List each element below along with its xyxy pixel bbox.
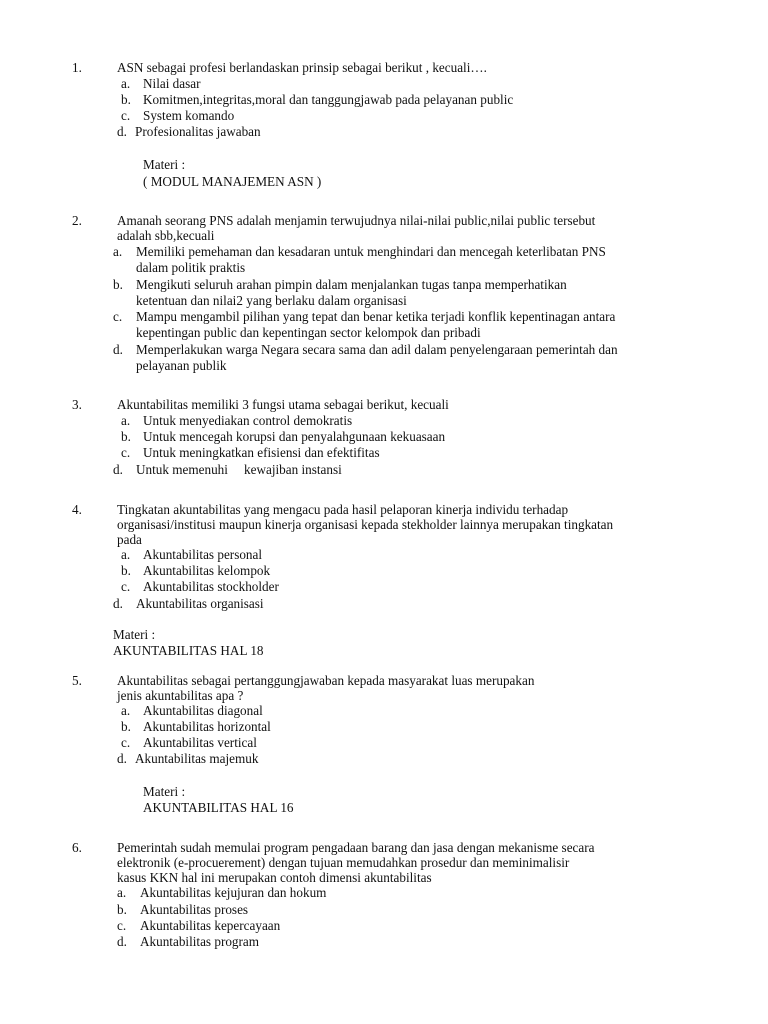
q4-opt-b: Akuntabilitas kelompok xyxy=(143,563,271,578)
q1-opt-c: System komando xyxy=(143,108,235,123)
q2-opt-d-label: d. xyxy=(113,342,123,357)
q3-opt-a: Untuk menyediakan control demokratis xyxy=(143,413,353,428)
q2-opt-c-line1: Mampu mengambil pilihan yang tepat dan benar ketika terjadi konflik kepentinagan antara xyxy=(136,309,616,324)
q5-opt-d-label: d. xyxy=(117,751,127,766)
q2-opt-b-line2: ketentuan dan nilai2 yang berlaku dalam organisasi xyxy=(136,293,407,308)
q4-text-line2: organisasi/institusi maupun kinerja organisasi kepada stekholder lainnya merupakan tingkatan xyxy=(117,517,614,532)
q4-text-line1: Tingkatan akuntabilitas yang mengacu pada hasil pelaporan kinerja individu terhadap xyxy=(117,502,569,517)
q3-opt-a-label: a. xyxy=(121,413,131,428)
q5-opt-b: Akuntabilitas horizontal xyxy=(143,719,271,734)
q6-opt-d: Akuntabilitas program xyxy=(140,934,260,949)
q5-opt-a: Akuntabilitas diagonal xyxy=(143,703,263,718)
q3-text: Akuntabilitas memiliki 3 fungsi utama sebagai berikut, kecuali xyxy=(117,397,449,412)
q6-opt-c-label: c. xyxy=(117,918,127,933)
q1-opt-b: Komitmen,integritas,moral dan tanggungjawab pada pelayanan public xyxy=(143,92,514,107)
q2-opt-d-line1: Memperlakukan warga Negara secara sama dan adil dalam penyelengaraan pemerintah dan xyxy=(136,342,618,357)
q3-opt-b: Untuk mencegah korupsi dan penyalahgunaan kekuasaan xyxy=(143,429,446,444)
q4-opt-c: Akuntabilitas stockholder xyxy=(143,579,279,594)
q5-text-line1: Akuntabilitas sebagai pertanggungjawaban kepada masyarakat luas merupakan xyxy=(117,673,535,688)
q1-opt-b-label: b. xyxy=(121,92,131,107)
q2-text-line1: Amanah seorang PNS adalah menjamin terwujudnya nilai-nilai public,nilai public tersebut xyxy=(117,213,596,228)
q2-opt-a-line2: dalam politik praktis xyxy=(136,260,246,275)
q1-materi: ( MODUL MANAJEMEN ASN ) xyxy=(143,174,322,189)
q5-number: 5. xyxy=(72,673,82,688)
q6-text-line1: Pemerintah sudah memulai program pengadaan barang dan jasa dengan mekanisme secara xyxy=(117,840,595,855)
q1-opt-a: Nilai dasar xyxy=(143,76,201,91)
q3-opt-d-part1: Untuk memenuhi xyxy=(136,462,228,477)
q6-opt-b: Akuntabilitas proses xyxy=(140,902,249,917)
q3-number: 3. xyxy=(72,397,82,412)
q2-opt-a-line1: Memiliki pemehaman dan kesadaran untuk menghindari dan mencegah keterlibatan PNS xyxy=(136,244,606,259)
q6-opt-c: Akuntabilitas kepercayaan xyxy=(140,918,281,933)
q5-opt-b-label: b. xyxy=(121,719,131,734)
q2-opt-c-label: c. xyxy=(113,309,123,324)
q3-opt-c: Untuk meningkatkan efisiensi dan efektifitas xyxy=(143,445,380,460)
q6-text-line2: elektronik (e-procuerement) dengan tujuan memudahkan prosedur dan meminimalisir xyxy=(117,855,570,870)
q6-opt-b-label: b. xyxy=(117,902,127,917)
q4-materi-label: Materi : xyxy=(113,627,156,642)
q4-opt-d-label: d. xyxy=(113,596,123,611)
q2-opt-b-label: b. xyxy=(113,277,123,292)
q5-text-line2: jenis akuntabilitas apa ? xyxy=(117,688,244,703)
q6-opt-d-label: d. xyxy=(117,934,127,949)
q5-materi-label: Materi : xyxy=(143,784,186,799)
q2-opt-d-line2: pelayanan publik xyxy=(136,358,227,373)
q1-opt-a-label: a. xyxy=(121,76,131,91)
q4-opt-d: Akuntabilitas organisasi xyxy=(136,596,264,611)
q2-opt-b-line1: Mengikuti seluruh arahan pimpin dalam menjalankan tugas tanpa memperhatikan xyxy=(136,277,567,292)
q5-opt-c: Akuntabilitas vertical xyxy=(143,735,257,750)
q3-opt-d-label: d. xyxy=(113,462,123,477)
q1-number: 1. xyxy=(72,60,82,75)
q1-text: ASN sebagai profesi berlandaskan prinsip sebagai berikut , kecuali…. xyxy=(117,60,487,75)
q1-opt-d: Profesionalitas jawaban xyxy=(135,124,261,139)
q4-opt-c-label: c. xyxy=(121,579,131,594)
q5-opt-a-label: a. xyxy=(121,703,131,718)
q4-opt-a-label: a. xyxy=(121,547,131,562)
q1-opt-d-label: d. xyxy=(117,124,127,139)
q6-opt-a: Akuntabilitas kejujuran dan hokum xyxy=(140,885,327,900)
q5-opt-d: Akuntabilitas majemuk xyxy=(135,751,259,766)
q5-opt-c-label: c. xyxy=(121,735,131,750)
q5-materi: AKUNTABILITAS HAL 16 xyxy=(143,800,294,815)
q6-number: 6. xyxy=(72,840,82,855)
q4-materi: AKUNTABILITAS HAL 18 xyxy=(113,643,264,658)
q3-opt-b-label: b. xyxy=(121,429,131,444)
q2-opt-a-label: a. xyxy=(113,244,123,259)
q3-opt-c-label: c. xyxy=(121,445,131,460)
q1-opt-c-label: c. xyxy=(121,108,131,123)
q6-text-line3: kasus KKN hal ini merupakan contoh dimensi akuntabilitas xyxy=(117,870,432,885)
q2-number: 2. xyxy=(72,213,82,228)
q4-opt-b-label: b. xyxy=(121,563,131,578)
q2-opt-c-line2: kepentingan public dan kepentingan sector kelompok dan pribadi xyxy=(136,325,481,340)
q4-text-line3: pada xyxy=(117,532,142,547)
q2-text-line2: adalah sbb,kecuali xyxy=(117,228,215,243)
q1-materi-label: Materi : xyxy=(143,157,186,172)
q6-opt-a-label: a. xyxy=(117,885,127,900)
q4-number: 4. xyxy=(72,502,82,517)
q3-opt-d-part2: kewajiban instansi xyxy=(244,462,342,477)
q4-opt-a: Akuntabilitas personal xyxy=(143,547,263,562)
